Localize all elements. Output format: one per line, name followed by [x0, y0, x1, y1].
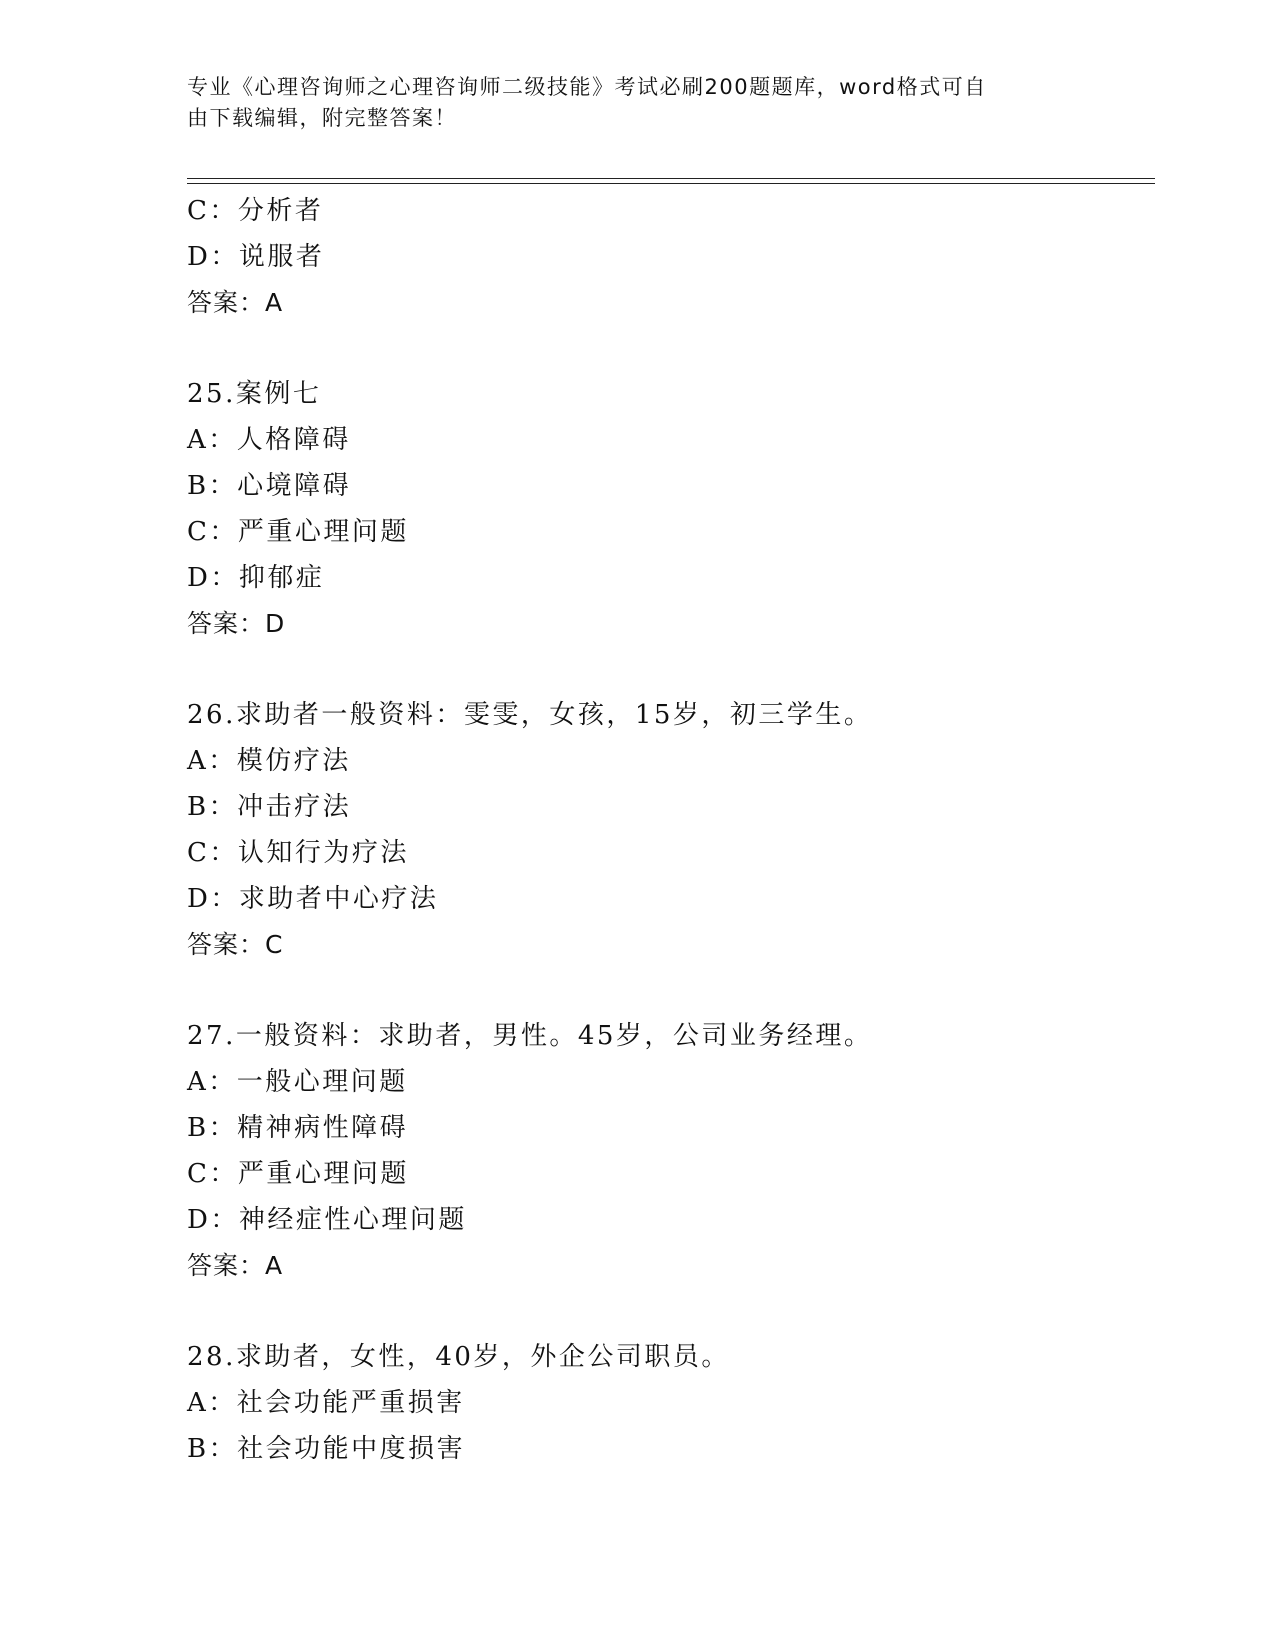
question-title: 28.求助者，女性，40岁，外企公司职员。 [187, 1342, 730, 1372]
header-line-1: 专业《心理咨询师之心理咨询师二级技能》考试必刷200题题库，word格式可自 [187, 75, 987, 99]
option-a: A：人格障碍 [187, 425, 351, 455]
answer-line: 答案：A [187, 1251, 284, 1280]
header-line-2: 由下载编辑，附完整答案！ [187, 106, 457, 130]
option-b: B：心境障碍 [187, 471, 352, 501]
option-b: B：精神病性障碍 [187, 1113, 409, 1143]
option-b: B：社会功能中度损害 [187, 1434, 466, 1464]
question-title: 26.求助者一般资料：雯雯，女孩，15岁，初三学生。 [187, 700, 873, 730]
header-divider-top [187, 178, 1155, 179]
answer-line: 答案：D [187, 609, 286, 638]
question-26 [187, 692, 1147, 968]
option-c: C：严重心理问题 [187, 517, 409, 547]
option-d: D：说服者 [187, 242, 325, 272]
question-25 [187, 371, 1147, 647]
option-d: D：神经症性心理问题 [187, 1205, 467, 1235]
option-a: A：社会功能严重损害 [187, 1388, 465, 1418]
document-body [187, 188, 1147, 1517]
option-a: A：一般心理问题 [187, 1067, 408, 1097]
option-d: D：求助者中心疗法 [187, 884, 439, 914]
question-title: 27.一般资料：求助者，男性。45岁，公司业务经理。 [187, 1021, 873, 1051]
option-b: B：冲击疗法 [187, 792, 352, 822]
document-header [187, 72, 1067, 134]
answer-line: 答案：A [187, 288, 284, 317]
question-27 [187, 1013, 1147, 1289]
header-divider-bottom [187, 183, 1155, 184]
answer-line: 答案：C [187, 930, 284, 959]
question-title: 25.案例七 [187, 379, 322, 409]
option-c: C：严重心理问题 [187, 1159, 409, 1189]
option-d: D：抑郁症 [187, 563, 325, 593]
question-24-continued [187, 188, 1147, 326]
option-c: C：认知行为疗法 [187, 838, 409, 868]
question-28 [187, 1334, 1147, 1472]
option-a: A：模仿疗法 [187, 746, 351, 776]
option-c: C：分析者 [187, 196, 324, 226]
